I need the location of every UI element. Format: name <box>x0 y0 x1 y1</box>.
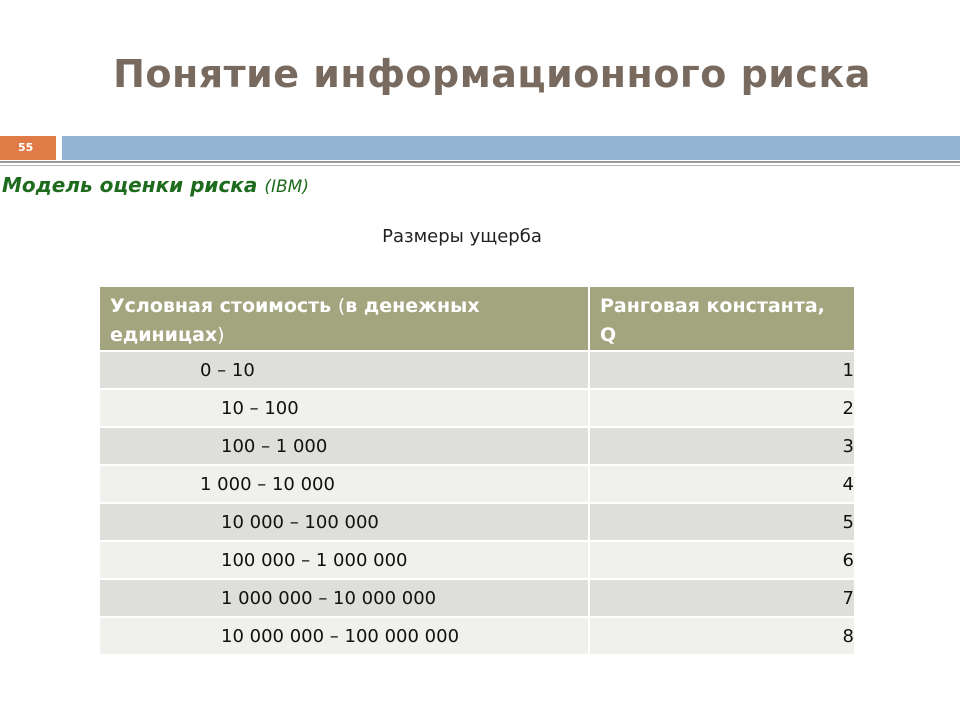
range-cell: 100 000 – 1 000 000 <box>99 541 589 579</box>
header-cost-main: Условная стоимость <box>110 295 332 317</box>
header-cost-paren-open: ( <box>337 295 346 317</box>
divider-line-thin <box>0 165 960 166</box>
rank-cell: 1 <box>589 351 855 389</box>
range-cell: 10 000 000 – 100 000 000 <box>99 617 589 655</box>
table-row <box>99 389 855 427</box>
damage-size-table <box>98 285 856 656</box>
range-cell: 10 – 100 <box>99 389 589 427</box>
table-row <box>99 617 855 655</box>
divider-line <box>0 161 960 163</box>
rank-cell: 6 <box>589 541 855 579</box>
range-cell: 1 000 000 – 10 000 000 <box>99 579 589 617</box>
header-rank-main: Ранговая константа, <box>600 295 825 317</box>
rank-cell: 5 <box>589 503 855 541</box>
rank-cell: 8 <box>589 617 855 655</box>
header-cost <box>99 286 589 351</box>
subtitle-suffix: (IBM) <box>264 177 309 197</box>
slide-number-badge: 55 <box>0 136 56 160</box>
table-row <box>99 503 855 541</box>
table-row <box>99 541 855 579</box>
header-rank-symbol: Q <box>600 324 617 346</box>
table-row <box>99 465 855 503</box>
subtitle-main: Модель оценки риска <box>2 173 258 197</box>
table-caption: Размеры ущерба <box>382 226 542 247</box>
range-cell: 0 – 10 <box>99 351 589 389</box>
range-cell: 10 000 – 100 000 <box>99 503 589 541</box>
subtitle <box>2 173 309 197</box>
header-bar <box>62 136 960 160</box>
table-header-row <box>99 286 855 351</box>
range-cell: 100 – 1 000 <box>99 427 589 465</box>
range-cell: 1 000 – 10 000 <box>99 465 589 503</box>
table-row <box>99 351 855 389</box>
table-row <box>99 579 855 617</box>
rank-cell: 2 <box>589 389 855 427</box>
header-cost-rest: в денежных единицах <box>110 295 480 346</box>
header-rank <box>589 286 855 351</box>
slide-title: Понятие информационного риска <box>113 52 871 96</box>
rank-cell: 4 <box>589 465 855 503</box>
rank-cell: 7 <box>589 579 855 617</box>
header-cost-paren-close: ) <box>217 324 225 346</box>
table-row <box>99 427 855 465</box>
rank-cell: 3 <box>589 427 855 465</box>
